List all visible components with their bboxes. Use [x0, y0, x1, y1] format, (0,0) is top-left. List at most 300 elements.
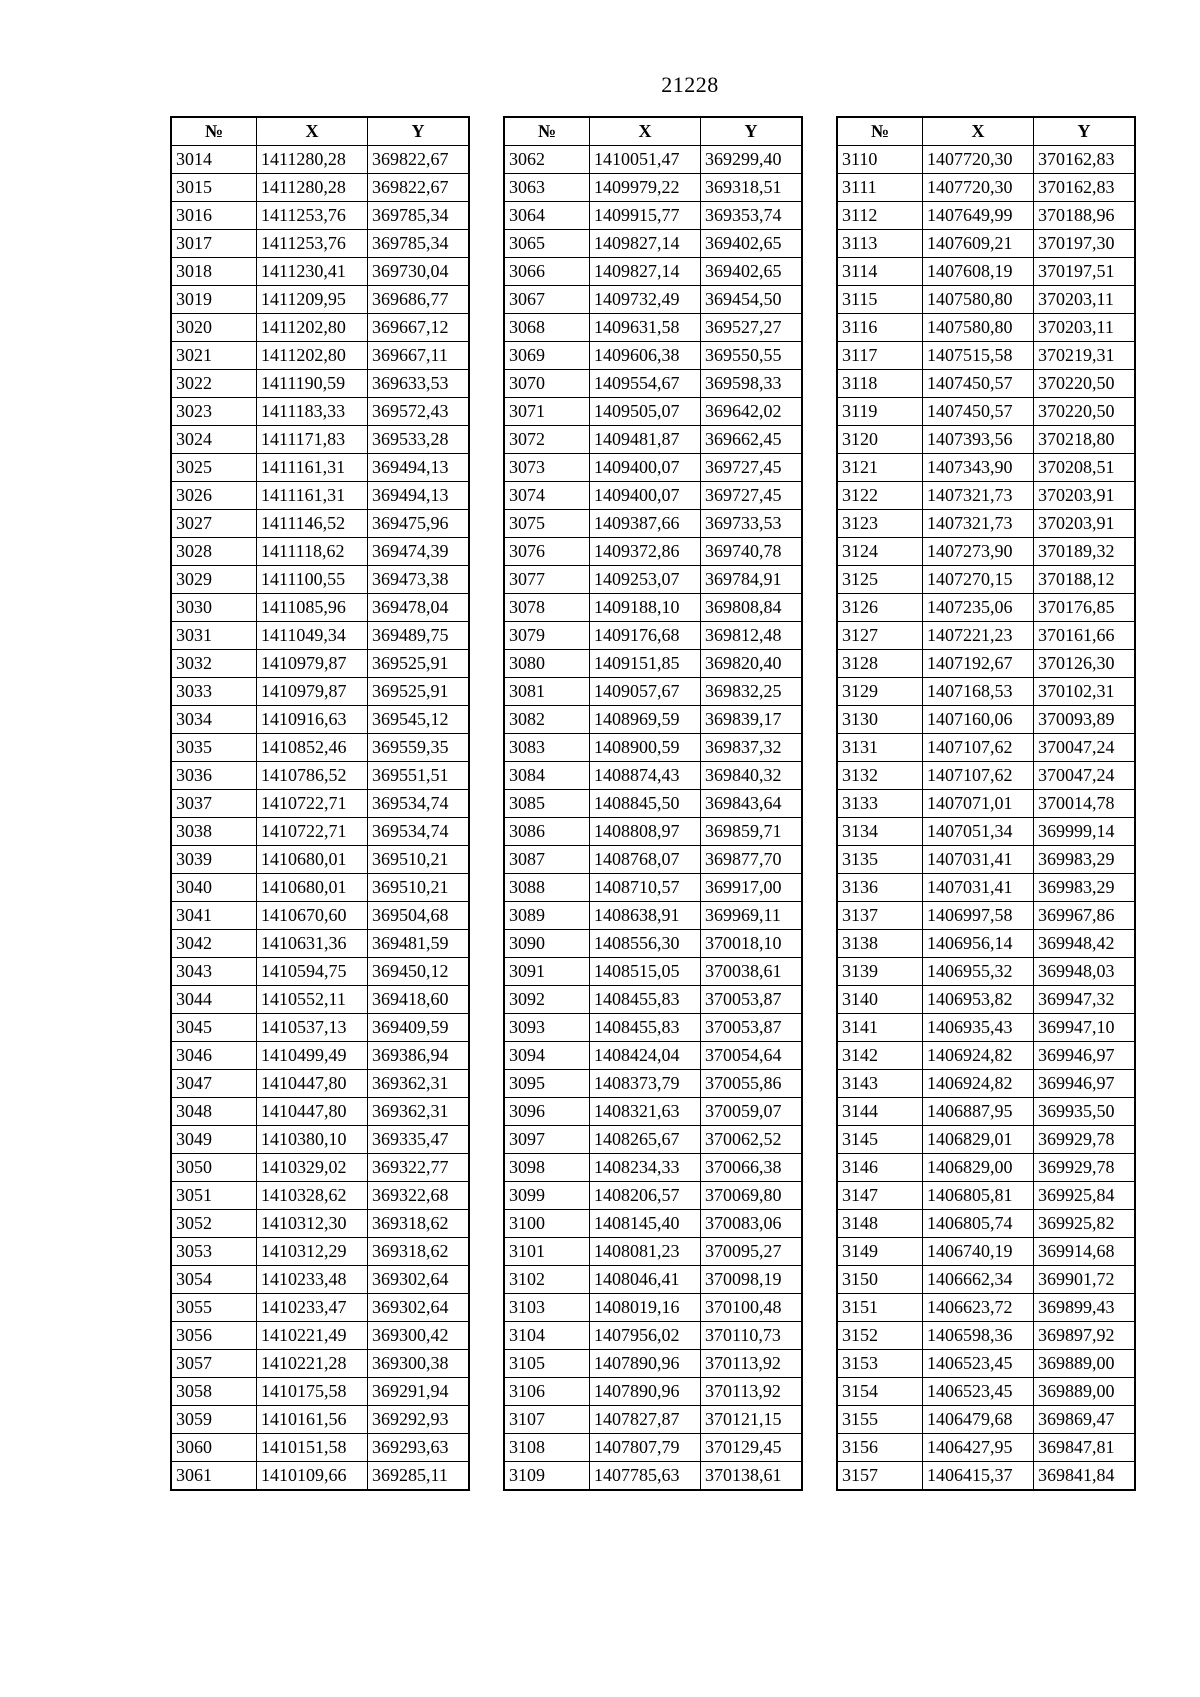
x-coordinate-cell: 1407321,73 [923, 510, 1034, 538]
y-coordinate-cell: 370095,27 [701, 1238, 803, 1266]
x-coordinate-cell: 1407107,62 [923, 762, 1034, 790]
x-coordinate-cell: 1407956,02 [590, 1322, 701, 1350]
point-number-cell: 3117 [837, 342, 923, 370]
table-row [837, 706, 1135, 734]
table-row [504, 1210, 802, 1238]
point-number-cell: 3025 [171, 454, 257, 482]
point-number-cell: 3049 [171, 1126, 257, 1154]
point-number-cell: 3034 [171, 706, 257, 734]
y-coordinate-cell: 369901,72 [1034, 1266, 1136, 1294]
point-number-cell: 3062 [504, 146, 590, 174]
table-row [837, 846, 1135, 874]
x-coordinate-cell: 1411146,52 [257, 510, 368, 538]
x-coordinate-cell: 1411230,41 [257, 258, 368, 286]
y-coordinate-cell: 369935,50 [1034, 1098, 1136, 1126]
y-coordinate-cell: 369929,78 [1034, 1154, 1136, 1182]
y-coordinate-cell: 369820,40 [701, 650, 803, 678]
table-row [837, 398, 1135, 426]
x-coordinate-cell: 1406662,34 [923, 1266, 1034, 1294]
x-coordinate-cell: 1408808,97 [590, 818, 701, 846]
table-row [837, 342, 1135, 370]
y-coordinate-cell: 369733,53 [701, 510, 803, 538]
x-coordinate-cell: 1410979,87 [257, 650, 368, 678]
point-number-cell: 3111 [837, 174, 923, 202]
point-number-cell: 3147 [837, 1182, 923, 1210]
x-coordinate-cell: 1409827,14 [590, 258, 701, 286]
table-row [504, 678, 802, 706]
y-coordinate-cell: 369947,10 [1034, 1014, 1136, 1042]
table-row [504, 426, 802, 454]
table-row [504, 258, 802, 286]
y-coordinate-cell: 370188,96 [1034, 202, 1136, 230]
x-coordinate-cell: 1410594,75 [257, 958, 368, 986]
y-coordinate-cell: 369727,45 [701, 482, 803, 510]
point-number-cell: 3047 [171, 1070, 257, 1098]
table-row [504, 1434, 802, 1462]
table-row [504, 1462, 802, 1491]
y-coordinate-cell: 369534,74 [368, 818, 470, 846]
table-row [171, 706, 469, 734]
x-coordinate-cell: 1411161,31 [257, 482, 368, 510]
x-coordinate-cell: 1408265,67 [590, 1126, 701, 1154]
header-number: № [504, 117, 590, 146]
point-number-cell: 3068 [504, 314, 590, 342]
coordinates-table-1 [170, 116, 470, 1491]
x-coordinate-cell: 1408874,43 [590, 762, 701, 790]
table-header-row [171, 117, 469, 146]
x-coordinate-cell: 1410447,80 [257, 1098, 368, 1126]
table-row [171, 510, 469, 538]
table-row [504, 398, 802, 426]
y-coordinate-cell: 369897,92 [1034, 1322, 1136, 1350]
point-number-cell: 3021 [171, 342, 257, 370]
x-coordinate-cell: 1408638,91 [590, 902, 701, 930]
point-number-cell: 3122 [837, 482, 923, 510]
table-row [171, 1406, 469, 1434]
point-number-cell: 3076 [504, 538, 590, 566]
point-number-cell: 3086 [504, 818, 590, 846]
y-coordinate-cell: 369489,75 [368, 622, 470, 650]
y-coordinate-cell: 369727,45 [701, 454, 803, 482]
y-coordinate-cell: 369899,43 [1034, 1294, 1136, 1322]
x-coordinate-cell: 1409631,58 [590, 314, 701, 342]
y-coordinate-cell: 369525,91 [368, 650, 470, 678]
y-coordinate-cell: 370176,85 [1034, 594, 1136, 622]
y-coordinate-cell: 370018,10 [701, 930, 803, 958]
table-row [837, 370, 1135, 398]
table-row [837, 1238, 1135, 1266]
x-coordinate-cell: 1409481,87 [590, 426, 701, 454]
table-row [171, 1266, 469, 1294]
y-coordinate-cell: 369667,11 [368, 342, 470, 370]
x-coordinate-cell: 1410670,60 [257, 902, 368, 930]
table-row [171, 1210, 469, 1238]
y-coordinate-cell: 369662,45 [701, 426, 803, 454]
x-coordinate-cell: 1410537,13 [257, 1014, 368, 1042]
table-row [171, 398, 469, 426]
coordinates-table-2 [503, 116, 803, 1491]
table-row [837, 1378, 1135, 1406]
y-coordinate-cell: 370055,86 [701, 1070, 803, 1098]
y-coordinate-cell: 369730,04 [368, 258, 470, 286]
x-coordinate-cell: 1409732,49 [590, 286, 701, 314]
table-row [837, 1322, 1135, 1350]
x-coordinate-cell: 1411100,55 [257, 566, 368, 594]
table-row [837, 146, 1135, 174]
y-coordinate-cell: 370047,24 [1034, 762, 1136, 790]
x-coordinate-cell: 1411280,28 [257, 174, 368, 202]
x-coordinate-cell: 1406415,37 [923, 1462, 1034, 1491]
x-coordinate-cell: 1408455,83 [590, 1014, 701, 1042]
table-row [504, 594, 802, 622]
point-number-cell: 3023 [171, 398, 257, 426]
y-coordinate-cell: 370047,24 [1034, 734, 1136, 762]
x-coordinate-cell: 1410631,36 [257, 930, 368, 958]
x-coordinate-cell: 1407890,96 [590, 1350, 701, 1378]
table-row [504, 482, 802, 510]
coordinates-table-3 [836, 116, 1136, 1491]
x-coordinate-cell: 1411171,83 [257, 426, 368, 454]
table-row [171, 1042, 469, 1070]
table-row [504, 538, 802, 566]
x-coordinate-cell: 1410680,01 [257, 874, 368, 902]
point-number-cell: 3109 [504, 1462, 590, 1491]
point-number-cell: 3039 [171, 846, 257, 874]
y-coordinate-cell: 369948,03 [1034, 958, 1136, 986]
table-row [504, 958, 802, 986]
point-number-cell: 3138 [837, 930, 923, 958]
table-row [171, 1014, 469, 1042]
header-y: Y [368, 117, 470, 146]
y-coordinate-cell: 369545,12 [368, 706, 470, 734]
point-number-cell: 3082 [504, 706, 590, 734]
y-coordinate-cell: 369822,67 [368, 146, 470, 174]
y-coordinate-cell: 370053,87 [701, 986, 803, 1014]
x-coordinate-cell: 1409151,85 [590, 650, 701, 678]
y-coordinate-cell: 369292,93 [368, 1406, 470, 1434]
point-number-cell: 3054 [171, 1266, 257, 1294]
point-number-cell: 3149 [837, 1238, 923, 1266]
y-coordinate-cell: 370162,83 [1034, 146, 1136, 174]
point-number-cell: 3051 [171, 1182, 257, 1210]
point-number-cell: 3016 [171, 202, 257, 230]
table-row [171, 482, 469, 510]
point-number-cell: 3151 [837, 1294, 923, 1322]
x-coordinate-cell: 1411118,62 [257, 538, 368, 566]
x-coordinate-cell: 1408969,59 [590, 706, 701, 734]
table-row [837, 1014, 1135, 1042]
table-row [837, 566, 1135, 594]
point-number-cell: 3098 [504, 1154, 590, 1182]
point-number-cell: 3129 [837, 678, 923, 706]
y-coordinate-cell: 370161,66 [1034, 622, 1136, 650]
point-number-cell: 3150 [837, 1266, 923, 1294]
point-number-cell: 3132 [837, 762, 923, 790]
x-coordinate-cell: 1406953,82 [923, 986, 1034, 1014]
y-coordinate-cell: 370098,19 [701, 1266, 803, 1294]
y-coordinate-cell: 369318,51 [701, 174, 803, 202]
page-number: 21228 [661, 72, 719, 97]
table-row [171, 958, 469, 986]
y-coordinate-cell: 369889,00 [1034, 1378, 1136, 1406]
table-row [171, 146, 469, 174]
x-coordinate-cell: 1408424,04 [590, 1042, 701, 1070]
y-coordinate-cell: 369877,70 [701, 846, 803, 874]
y-coordinate-cell: 369841,84 [1034, 1462, 1136, 1491]
point-number-cell: 3056 [171, 1322, 257, 1350]
x-coordinate-cell: 1410312,30 [257, 1210, 368, 1238]
x-coordinate-cell: 1409400,07 [590, 454, 701, 482]
table-row [504, 1182, 802, 1210]
y-coordinate-cell: 370197,51 [1034, 258, 1136, 286]
table-row [171, 342, 469, 370]
table-body [504, 146, 802, 1491]
x-coordinate-cell: 1407321,73 [923, 482, 1034, 510]
x-coordinate-cell: 1407071,01 [923, 790, 1034, 818]
table-row [171, 202, 469, 230]
x-coordinate-cell: 1411253,76 [257, 202, 368, 230]
y-coordinate-cell: 370121,15 [701, 1406, 803, 1434]
table-row [504, 566, 802, 594]
table-row [504, 454, 802, 482]
point-number-cell: 3077 [504, 566, 590, 594]
table-row [837, 1266, 1135, 1294]
point-number-cell: 3072 [504, 426, 590, 454]
y-coordinate-cell: 369362,31 [368, 1070, 470, 1098]
point-number-cell: 3058 [171, 1378, 257, 1406]
point-number-cell: 3115 [837, 286, 923, 314]
x-coordinate-cell: 1410979,87 [257, 678, 368, 706]
y-coordinate-cell: 370102,31 [1034, 678, 1136, 706]
point-number-cell: 3017 [171, 230, 257, 258]
table-row [837, 174, 1135, 202]
y-coordinate-cell: 369740,78 [701, 538, 803, 566]
point-number-cell: 3035 [171, 734, 257, 762]
table-row [171, 230, 469, 258]
table-row [171, 538, 469, 566]
x-coordinate-cell: 1407107,62 [923, 734, 1034, 762]
table-row [837, 594, 1135, 622]
x-coordinate-cell: 1409979,22 [590, 174, 701, 202]
table-row [837, 902, 1135, 930]
x-coordinate-cell: 1409057,67 [590, 678, 701, 706]
x-coordinate-cell: 1409606,38 [590, 342, 701, 370]
x-coordinate-cell: 1406829,00 [923, 1154, 1034, 1182]
table-row [504, 1406, 802, 1434]
point-number-cell: 3121 [837, 454, 923, 482]
x-coordinate-cell: 1407649,99 [923, 202, 1034, 230]
table-row [837, 874, 1135, 902]
x-coordinate-cell: 1409915,77 [590, 202, 701, 230]
x-coordinate-cell: 1406740,19 [923, 1238, 1034, 1266]
y-coordinate-cell: 369353,74 [701, 202, 803, 230]
x-coordinate-cell: 1411202,80 [257, 342, 368, 370]
x-coordinate-cell: 1411209,95 [257, 286, 368, 314]
y-coordinate-cell: 369494,13 [368, 482, 470, 510]
y-coordinate-cell: 370208,51 [1034, 454, 1136, 482]
point-number-cell: 3094 [504, 1042, 590, 1070]
x-coordinate-cell: 1408768,07 [590, 846, 701, 874]
table-row [171, 622, 469, 650]
header-x: X [257, 117, 368, 146]
point-number-cell: 3091 [504, 958, 590, 986]
x-coordinate-cell: 1411085,96 [257, 594, 368, 622]
y-coordinate-cell: 370100,48 [701, 1294, 803, 1322]
table-row [504, 818, 802, 846]
table-row [837, 1126, 1135, 1154]
x-coordinate-cell: 1406924,82 [923, 1042, 1034, 1070]
table-row [837, 734, 1135, 762]
point-number-cell: 3104 [504, 1322, 590, 1350]
y-coordinate-cell: 369847,81 [1034, 1434, 1136, 1462]
point-number-cell: 3125 [837, 566, 923, 594]
y-coordinate-cell: 369948,42 [1034, 930, 1136, 958]
table-row [837, 482, 1135, 510]
point-number-cell: 3090 [504, 930, 590, 958]
point-number-cell: 3037 [171, 790, 257, 818]
point-number-cell: 3079 [504, 622, 590, 650]
y-coordinate-cell: 370203,11 [1034, 314, 1136, 342]
x-coordinate-cell: 1408234,33 [590, 1154, 701, 1182]
header-x: X [590, 117, 701, 146]
point-number-cell: 3107 [504, 1406, 590, 1434]
x-coordinate-cell: 1407160,06 [923, 706, 1034, 734]
table-row [504, 1266, 802, 1294]
y-coordinate-cell: 369598,33 [701, 370, 803, 398]
x-coordinate-cell: 1407580,80 [923, 286, 1034, 314]
x-coordinate-cell: 1407720,30 [923, 174, 1034, 202]
point-number-cell: 3089 [504, 902, 590, 930]
table-row [171, 174, 469, 202]
point-number-cell: 3015 [171, 174, 257, 202]
x-coordinate-cell: 1411202,80 [257, 314, 368, 342]
y-coordinate-cell: 369859,71 [701, 818, 803, 846]
x-coordinate-cell: 1410151,58 [257, 1434, 368, 1462]
table-row [171, 790, 469, 818]
point-number-cell: 3126 [837, 594, 923, 622]
table-row [837, 538, 1135, 566]
table-row [504, 1098, 802, 1126]
point-number-cell: 3031 [171, 622, 257, 650]
x-coordinate-cell: 1408321,63 [590, 1098, 701, 1126]
table-row [171, 286, 469, 314]
table-row [171, 258, 469, 286]
point-number-cell: 3118 [837, 370, 923, 398]
x-coordinate-cell: 1406623,72 [923, 1294, 1034, 1322]
y-coordinate-cell: 369473,38 [368, 566, 470, 594]
y-coordinate-cell: 369402,65 [701, 258, 803, 286]
table-row [504, 174, 802, 202]
table-row [504, 370, 802, 398]
table-row [837, 762, 1135, 790]
x-coordinate-cell: 1407031,41 [923, 874, 1034, 902]
point-number-cell: 3028 [171, 538, 257, 566]
x-coordinate-cell: 1407608,19 [923, 258, 1034, 286]
point-number-cell: 3130 [837, 706, 923, 734]
x-coordinate-cell: 1409176,68 [590, 622, 701, 650]
y-coordinate-cell: 369409,59 [368, 1014, 470, 1042]
x-coordinate-cell: 1407168,53 [923, 678, 1034, 706]
table-row [171, 566, 469, 594]
table-row [171, 426, 469, 454]
table-row [837, 1210, 1135, 1238]
x-coordinate-cell: 1406523,45 [923, 1378, 1034, 1406]
table-row [171, 1126, 469, 1154]
point-number-cell: 3055 [171, 1294, 257, 1322]
x-coordinate-cell: 1408900,59 [590, 734, 701, 762]
y-coordinate-cell: 369925,82 [1034, 1210, 1136, 1238]
table-row [504, 762, 802, 790]
x-coordinate-cell: 1410786,52 [257, 762, 368, 790]
y-coordinate-cell: 369784,91 [701, 566, 803, 594]
header-number: № [171, 117, 257, 146]
x-coordinate-cell: 1406598,36 [923, 1322, 1034, 1350]
x-coordinate-cell: 1409253,07 [590, 566, 701, 594]
x-coordinate-cell: 1406924,82 [923, 1070, 1034, 1098]
table-row [504, 202, 802, 230]
y-coordinate-cell: 369840,32 [701, 762, 803, 790]
y-coordinate-cell: 369785,34 [368, 202, 470, 230]
table-row [837, 650, 1135, 678]
table-row [837, 986, 1135, 1014]
table-row [837, 454, 1135, 482]
point-number-cell: 3078 [504, 594, 590, 622]
point-number-cell: 3050 [171, 1154, 257, 1182]
point-number-cell: 3127 [837, 622, 923, 650]
table-row [171, 370, 469, 398]
point-number-cell: 3106 [504, 1378, 590, 1406]
table-row [171, 846, 469, 874]
x-coordinate-cell: 1407450,57 [923, 370, 1034, 398]
y-coordinate-cell: 369785,34 [368, 230, 470, 258]
y-coordinate-cell: 369837,32 [701, 734, 803, 762]
y-coordinate-cell: 369686,77 [368, 286, 470, 314]
table-row [504, 1154, 802, 1182]
point-number-cell: 3139 [837, 958, 923, 986]
table-row [504, 230, 802, 258]
point-number-cell: 3103 [504, 1294, 590, 1322]
header-y: Y [701, 117, 803, 146]
point-number-cell: 3069 [504, 342, 590, 370]
point-number-cell: 3136 [837, 874, 923, 902]
point-number-cell: 3014 [171, 146, 257, 174]
y-coordinate-cell: 370220,50 [1034, 370, 1136, 398]
point-number-cell: 3019 [171, 286, 257, 314]
header-x: X [923, 117, 1034, 146]
point-number-cell: 3029 [171, 566, 257, 594]
x-coordinate-cell: 1409827,14 [590, 230, 701, 258]
point-number-cell: 3096 [504, 1098, 590, 1126]
y-coordinate-cell: 369481,59 [368, 930, 470, 958]
x-coordinate-cell: 1406935,43 [923, 1014, 1034, 1042]
y-coordinate-cell: 369318,62 [368, 1210, 470, 1238]
y-coordinate-cell: 369946,97 [1034, 1042, 1136, 1070]
point-number-cell: 3123 [837, 510, 923, 538]
y-coordinate-cell: 369454,50 [701, 286, 803, 314]
x-coordinate-cell: 1408515,05 [590, 958, 701, 986]
point-number-cell: 3153 [837, 1350, 923, 1378]
y-coordinate-cell: 369983,29 [1034, 874, 1136, 902]
point-number-cell: 3133 [837, 790, 923, 818]
x-coordinate-cell: 1410175,58 [257, 1378, 368, 1406]
point-number-cell: 3157 [837, 1462, 923, 1491]
point-number-cell: 3065 [504, 230, 590, 258]
point-number-cell: 3134 [837, 818, 923, 846]
table-row [171, 1154, 469, 1182]
table-row [171, 818, 469, 846]
x-coordinate-cell: 1410233,48 [257, 1266, 368, 1294]
table-row [504, 902, 802, 930]
